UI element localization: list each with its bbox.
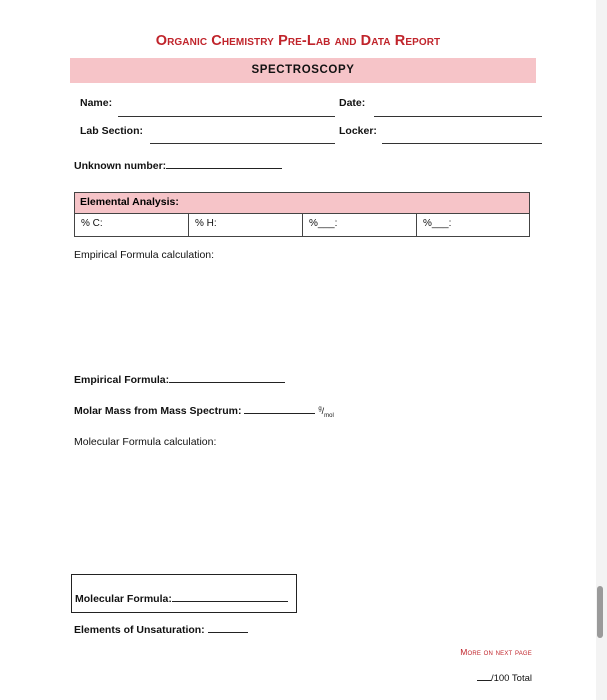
locker-line[interactable] — [382, 143, 542, 144]
molecular-formula-field — [75, 593, 288, 605]
unsaturation-field — [74, 624, 248, 636]
total-score — [380, 673, 532, 684]
empirical-calc-label: Empirical Formula calculation: — [74, 249, 215, 261]
cell-label: %___: — [309, 218, 338, 229]
cell-label: % H: — [195, 218, 217, 229]
total-label: /100 Total — [490, 673, 532, 684]
empirical-formula-line[interactable] — [169, 382, 285, 383]
scrollbar-thumb[interactable] — [597, 586, 603, 638]
name-label: Name: — [80, 97, 113, 109]
unknown-number-field — [74, 160, 282, 172]
lab-section-label: Lab Section: — [80, 125, 144, 137]
molecular-formula-line[interactable] — [172, 601, 288, 602]
name-line[interactable] — [118, 116, 335, 117]
elemental-analysis-heading: Elemental Analysis: — [80, 196, 179, 208]
cell-percent-other-1[interactable] — [303, 214, 417, 236]
cell-percent-other-2[interactable] — [417, 214, 529, 236]
lab-section-line[interactable] — [150, 143, 335, 144]
date-line[interactable] — [374, 116, 542, 117]
elemental-analysis-table — [74, 192, 530, 237]
cell-label: % C: — [81, 218, 103, 229]
unit-denominator: mol — [324, 412, 334, 419]
molar-mass-unit: $^g/_{mol}$ — [318, 406, 334, 419]
empirical-formula-field — [74, 374, 285, 386]
molar-mass-label: Molar Mass from Mass Spectrum: — [74, 405, 242, 417]
elemental-analysis-header — [75, 193, 529, 214]
report-title: Organic Chemistry Pre-Lab and Data Report — [155, 33, 441, 49]
molecular-calc-label: Molecular Formula calculation: — [74, 436, 217, 448]
locker-label: Locker: — [339, 125, 377, 137]
molar-mass-field — [74, 405, 334, 419]
unknown-number-line[interactable] — [166, 168, 282, 169]
score-line[interactable] — [477, 680, 491, 681]
unknown-number-label: Unknown number: — [74, 160, 167, 172]
more-on-next-page: More on next page — [460, 647, 532, 657]
empirical-formula-label: Empirical Formula: — [74, 374, 170, 386]
report-subtitle: SPECTROSCOPY — [251, 64, 355, 76]
cell-percent-h[interactable] — [189, 214, 303, 236]
unsaturation-line[interactable] — [208, 632, 248, 633]
unsaturation-label: Elements of Unsaturation: — [74, 624, 205, 636]
unit-numerator: g — [318, 406, 322, 412]
molecular-formula-label: Molecular Formula: — [75, 593, 172, 605]
date-label: Date: — [339, 97, 366, 109]
cell-label: %___: — [423, 218, 452, 229]
cell-percent-c[interactable] — [75, 214, 189, 236]
molar-mass-line[interactable] — [244, 413, 315, 414]
